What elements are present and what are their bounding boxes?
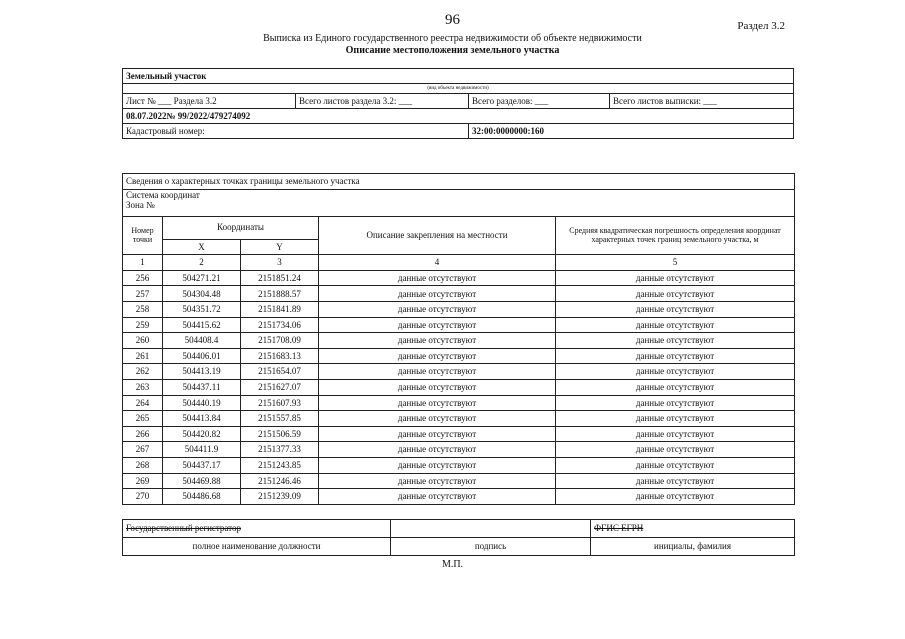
coord-y: 2151654.07 xyxy=(241,364,319,380)
point-number: 264 xyxy=(123,395,163,411)
cadastral-label: Кадастровый номер: xyxy=(123,124,469,139)
coord-y: 2151627.07 xyxy=(241,379,319,395)
error: данные отсутствуют xyxy=(556,395,795,411)
table-row xyxy=(123,489,795,505)
point-number: 265 xyxy=(123,411,163,427)
description: данные отсутствуют xyxy=(319,270,556,286)
label-name: инициалы, фамилия xyxy=(591,538,795,556)
point-number: 256 xyxy=(123,270,163,286)
description: данные отсутствуют xyxy=(319,348,556,364)
col-point-number: Номер точки xyxy=(123,216,163,255)
label-signature: подпись xyxy=(391,538,591,556)
point-number: 268 xyxy=(123,457,163,473)
coord-x: 504351.72 xyxy=(163,301,241,317)
table-row xyxy=(123,270,795,286)
document-subtitle: Описание местоположения земельного участка xyxy=(345,45,560,56)
document-title: Выписка из Единого государственного реестра недвижимости об объекте недвижимости xyxy=(263,33,642,44)
col-index: 4 xyxy=(319,255,556,271)
sheets-total: Всего листов выписки: ___ xyxy=(610,94,794,109)
object-type-hint: (вид объекта недвижимости) xyxy=(123,84,794,94)
description: данные отсутствуют xyxy=(319,379,556,395)
coord-x: 504415.62 xyxy=(163,317,241,333)
description: данные отсутствуют xyxy=(319,301,556,317)
coord-x: 504413.19 xyxy=(163,364,241,380)
error: данные отсутствуют xyxy=(556,473,795,489)
signature-cell xyxy=(391,520,591,538)
coord-x: 504440.19 xyxy=(163,395,241,411)
error: данные отсутствуют xyxy=(556,364,795,380)
coord-y: 2151734.06 xyxy=(241,317,319,333)
point-number: 262 xyxy=(123,364,163,380)
date-number: 08.07.2022№ 99/2022/479274092 xyxy=(123,109,794,124)
coord-x: 504486.68 xyxy=(163,489,241,505)
table-row xyxy=(123,457,795,473)
coord-x: 504406.01 xyxy=(163,348,241,364)
coord-x: 504271.21 xyxy=(163,270,241,286)
col-coordinates: Координаты xyxy=(163,216,319,239)
sheet-number: Лист № ___ Раздела 3.2 xyxy=(123,94,296,109)
point-number: 270 xyxy=(123,489,163,505)
coord-x: 504413.84 xyxy=(163,411,241,427)
error: данные отсутствуют xyxy=(556,301,795,317)
table-row xyxy=(123,333,795,349)
description: данные отсутствуют xyxy=(319,473,556,489)
description: данные отсутствуют xyxy=(319,442,556,458)
label-position: полное наименование должности xyxy=(123,538,391,556)
error: данные отсутствуют xyxy=(556,379,795,395)
point-number: 260 xyxy=(123,333,163,349)
description: данные отсутствуют xyxy=(319,489,556,505)
coord-y: 2151557.85 xyxy=(241,411,319,427)
table-row xyxy=(123,411,795,427)
object-header-table xyxy=(122,68,794,139)
table-row xyxy=(123,395,795,411)
cadastral-number: 32:00:0000000:160 xyxy=(469,124,794,139)
description: данные отсутствуют xyxy=(319,364,556,380)
description: данные отсутствуют xyxy=(319,286,556,302)
object-type: Земельный участок xyxy=(123,69,794,84)
signature-table xyxy=(122,519,795,556)
registrar-position: Государственный регистратор xyxy=(123,520,391,538)
col-index: 3 xyxy=(241,255,319,271)
zone-label: Зона № xyxy=(126,199,155,210)
col-index: 2 xyxy=(163,255,241,271)
description: данные отсутствуют xyxy=(319,395,556,411)
point-number: 266 xyxy=(123,426,163,442)
description: данные отсутствуют xyxy=(319,457,556,473)
boundary-points-table xyxy=(122,173,795,505)
col-error: Средняя квадратическая погрешность определения координат характерных точек границ земельного участка, м xyxy=(556,216,795,255)
col-x: X xyxy=(163,239,241,255)
table-row xyxy=(123,286,795,302)
point-number: 267 xyxy=(123,442,163,458)
error: данные отсутствуют xyxy=(556,348,795,364)
point-number: 258 xyxy=(123,301,163,317)
table-row xyxy=(123,426,795,442)
col-index: 5 xyxy=(556,255,795,271)
table-row xyxy=(123,317,795,333)
coords-title: Сведения о характерных точках границы земельного участка xyxy=(123,174,795,190)
coord-x: 504408.4 xyxy=(163,333,241,349)
coord-y: 2151506.59 xyxy=(241,426,319,442)
description: данные отсутствуют xyxy=(319,411,556,427)
table-row xyxy=(123,348,795,364)
point-number: 259 xyxy=(123,317,163,333)
table-row xyxy=(123,301,795,317)
coord-x: 504411.9 xyxy=(163,442,241,458)
table-row xyxy=(123,364,795,380)
error: данные отсутствуют xyxy=(556,317,795,333)
coord-y: 2151246.46 xyxy=(241,473,319,489)
point-number: 263 xyxy=(123,379,163,395)
error: данные отсутствуют xyxy=(556,286,795,302)
coord-y: 2151708.09 xyxy=(241,333,319,349)
sheets-in-section: Всего листов раздела 3.2: ___ xyxy=(296,94,469,109)
error: данные отсутствуют xyxy=(556,426,795,442)
coord-y: 2151841.89 xyxy=(241,301,319,317)
error: данные отсутствуют xyxy=(556,270,795,286)
description: данные отсутствуют xyxy=(319,317,556,333)
coord-y: 2151851.24 xyxy=(241,270,319,286)
error: данные отсутствуют xyxy=(556,489,795,505)
sections-total: Всего разделов: ___ xyxy=(469,94,610,109)
table-row xyxy=(123,379,795,395)
coord-x: 504304.48 xyxy=(163,286,241,302)
point-number: 257 xyxy=(123,286,163,302)
stamp-label: М.П. xyxy=(441,559,464,570)
coord-system xyxy=(123,189,795,216)
coord-y: 2151377.33 xyxy=(241,442,319,458)
registrar-name: ФГИС ЕГРН xyxy=(591,520,795,538)
error: данные отсутствуют xyxy=(556,457,795,473)
coord-y: 2151888.57 xyxy=(241,286,319,302)
description: данные отсутствуют xyxy=(319,333,556,349)
coord-x: 504420.82 xyxy=(163,426,241,442)
coord-x: 504437.17 xyxy=(163,457,241,473)
table-row xyxy=(123,473,795,489)
coord-y: 2151239.09 xyxy=(241,489,319,505)
table-row xyxy=(123,442,795,458)
coord-y: 2151607.93 xyxy=(241,395,319,411)
section-label: Раздел 3.2 xyxy=(737,20,785,32)
coord-x: 504469.88 xyxy=(163,473,241,489)
coord-y: 2151243.85 xyxy=(241,457,319,473)
point-number: 261 xyxy=(123,348,163,364)
col-y: Y xyxy=(241,239,319,255)
point-number: 269 xyxy=(123,473,163,489)
error: данные отсутствуют xyxy=(556,442,795,458)
col-index: 1 xyxy=(123,255,163,271)
coord-x: 504437.11 xyxy=(163,379,241,395)
coord-y: 2151683.13 xyxy=(241,348,319,364)
description: данные отсутствуют xyxy=(319,426,556,442)
page-number: 96 xyxy=(445,12,460,28)
coord-system-label: Система координат xyxy=(126,189,200,200)
error: данные отсутствуют xyxy=(556,333,795,349)
error: данные отсутствуют xyxy=(556,411,795,427)
col-description: Описание закрепления на местности xyxy=(319,216,556,255)
